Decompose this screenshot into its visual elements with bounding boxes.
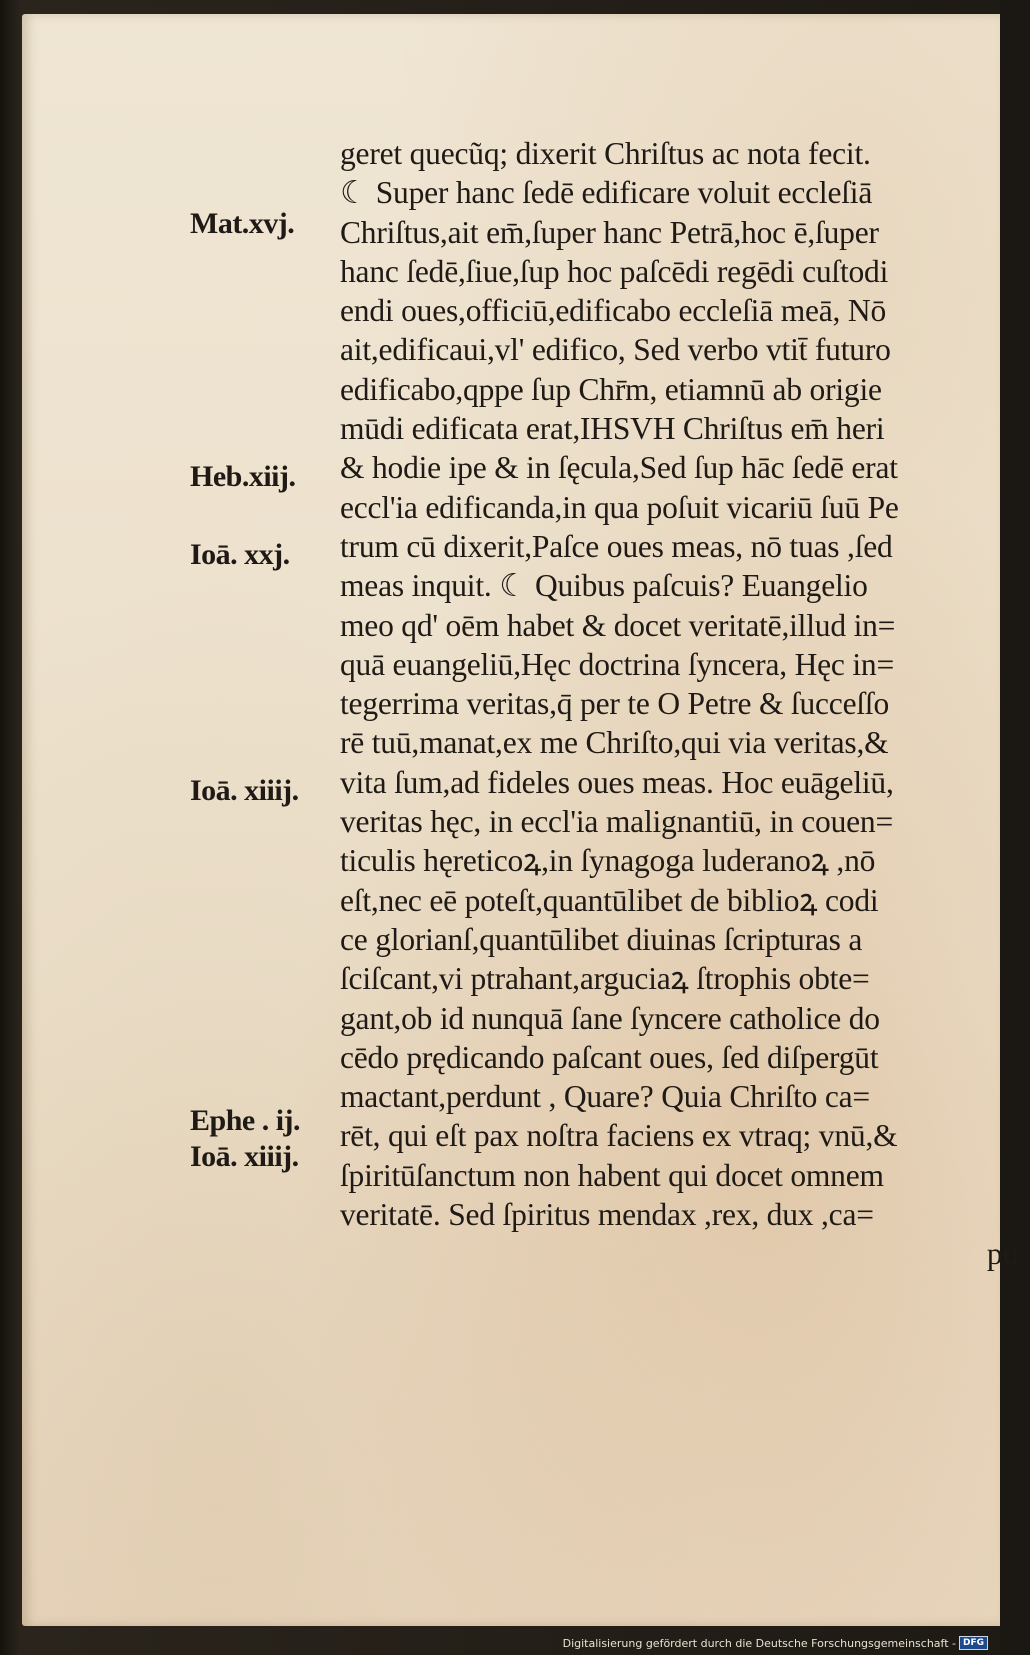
text-line: mūdi edificata erat,IHSVH Chriſtus em̄ heri: [340, 411, 885, 447]
margin-note-ioa-xiiij: Ioā. xiiij.: [190, 774, 299, 807]
text-line: hanc ſedē,ſiue,ſup hoc paſcēdi regēdi cuſtodi: [340, 253, 889, 289]
text-line: ſpiritūſanctum non habent qui docet omnem: [340, 1157, 884, 1193]
catchword: pu: [986, 1236, 1018, 1272]
text-line: rēt, qui eſt pax noſtra faciens ex vtraq; vnū,&: [340, 1118, 898, 1154]
text-line: geret quecũq; dixerit Chriſtus ac nota fecit.: [340, 136, 871, 171]
digitization-credit: [563, 1636, 988, 1650]
text-line: veritatē. Sed ſpiritus mendax ,rex, dux ,ca=: [340, 1197, 874, 1233]
text-line: ticulis hęreticoꝝ,in ſynagoga luderanoꝝ ,nō: [340, 843, 876, 879]
text-line: rē tuū,manat,ex me Chriſto,qui via veritas,&: [340, 725, 889, 761]
text-line: meo qd' oēm habet & docet veritatē,illud in=: [340, 607, 896, 643]
text-line: vita ſum,ad fideles oues meas. Hoc euāgeliū,: [340, 764, 894, 800]
book-page: [22, 14, 1018, 1626]
margin-note-mat: Mat.xvj.: [190, 207, 295, 240]
main-text-block: [340, 134, 1030, 1274]
margin-note-heb: Heb.xiij.: [190, 460, 296, 493]
text-line: edificabo,qppe ſup Chr̄m, etiamnū ab origie: [340, 371, 882, 407]
credit-text: Digitalisierung gefördert durch die Deutsche Forschungsgemeinschaft -: [562, 1636, 956, 1650]
margin-note-ioa-xiiij-2: Ioā. xiiij.: [190, 1140, 299, 1173]
text-line: ait,edificaui,vl' edifico, Sed verbo vtit̄ futuro: [340, 332, 891, 368]
text-line: gant,ob id nunquā ſane ſyncere catholice do: [340, 1000, 880, 1036]
text-line: veritas hęc, in eccl'ia malignantiū, in couen=: [340, 804, 894, 840]
text-line: ſciſcant,vi ptrahant,arguciaꝝ ſtrophis obte=: [340, 961, 870, 997]
text-line: tegerrima veritas,q̄ per te O Petre & ſucceſſo: [340, 686, 890, 722]
text-line: & hodie ipe & in ſęcula,Sed ſup hāc ſedē erat: [340, 450, 898, 486]
margin-note-ioa-xxj: Ioā. xxj.: [190, 538, 290, 571]
text-line: endi oues,officiū,edificabo eccleſiā meā, Nō: [340, 293, 887, 329]
text-line: ☾ Super hanc ſedē edificare voluit eccleſiā: [340, 175, 873, 211]
text-line: cēdo prędicando paſcant oues, ſed diſpergūt: [340, 1039, 879, 1075]
text-line: eccl'ia edificanda,in qua poſuit vicariū ſuū Pe: [340, 489, 899, 525]
dfg-logo-icon: DFG: [959, 1636, 988, 1650]
text-line: mactant,perdunt , Quare? Quia Chriſto ca=: [340, 1079, 870, 1115]
text-line: meas inquit. ☾ Quibus paſcuis? Euangelio: [340, 568, 868, 604]
margin-note-ephe: Ephe . ij.: [190, 1104, 301, 1137]
text-line: eſt,nec eē poteſt,quantūlibet de biblioꝝ codi: [340, 882, 879, 918]
text-line: Chriſtus,ait em̄,ſuper hanc Petrā,hoc ē,ſuper: [340, 214, 879, 250]
text-line: ce glorianſ,quantūlibet diuinas ſcripturas a: [340, 921, 863, 957]
text-line: quā euangeliū,Hęc doctrina ſyncera, Hęc in=: [340, 646, 895, 682]
text-line: trum cū dixerit,Paſce oues meas, nō tuas ,ſed: [340, 528, 893, 564]
